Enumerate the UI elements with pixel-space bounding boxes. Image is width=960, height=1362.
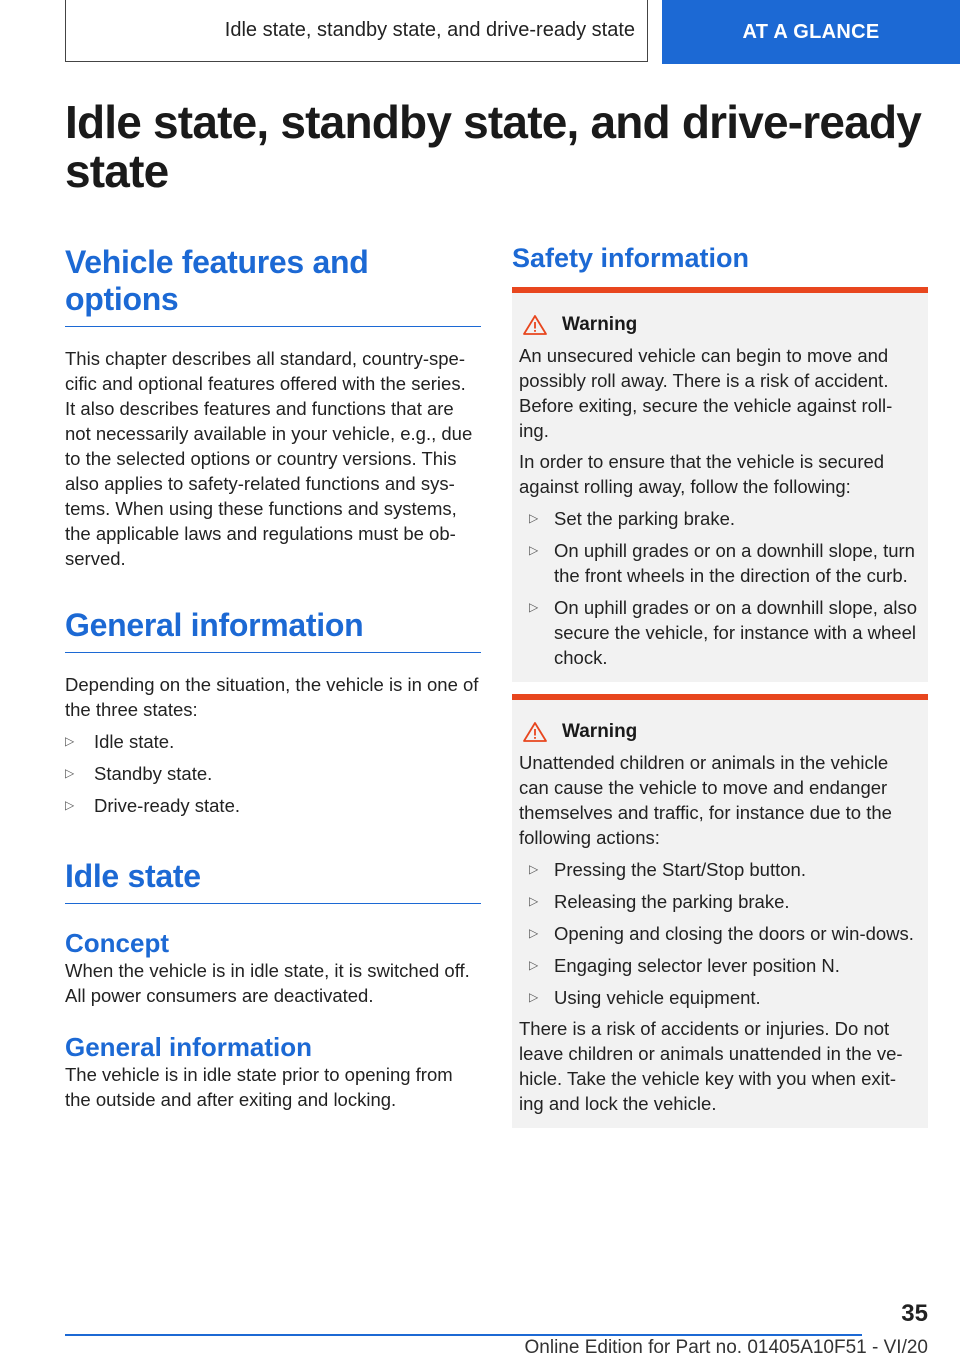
list-item: ▷ Engaging selector lever position N. [529, 955, 840, 976]
list-item: ▷ Drive-ready state. [65, 795, 240, 816]
header-section-tab [65, 0, 648, 62]
warning-label: Warning [562, 721, 638, 742]
warning-body: In order to ensure that the vehicle is secured against rolling away, follow the following: [519, 451, 885, 497]
header-chapter-label: AT A GLANCE [742, 20, 880, 43]
triangle-bullet-icon: ▷ [529, 511, 539, 525]
triangle-bullet-icon: ▷ [65, 766, 75, 780]
footer-divider [65, 1334, 862, 1336]
vehicle-features-body: This chapter describes all standard, country-spe-cific and optional features offered with the series. It also describes features and functions that are not necessarily available in your vehicle, e.g., due to the selected options or country versions. This also applies to safety-related functions and sys-tems. When using these functions and systems, the applicable laws and regulations must be ob-served. [65, 348, 473, 569]
warning-body: Unattended children or animals in the vehicle can cause the vehicle to move and endanger themselves and traffic, for instance due to the following actions: [519, 752, 892, 848]
warning-header [519, 313, 918, 337]
warning-triangle-icon [522, 721, 548, 743]
left-column [65, 244, 481, 1112]
list-item: ▷ Opening and closing the doors or win-dows. [529, 923, 914, 944]
triangle-bullet-icon: ▷ [529, 958, 539, 972]
safety-information-heading: Safety information [512, 243, 750, 273]
warning-triangle-icon [522, 314, 548, 336]
list-item: ▷ Using vehicle equipment. [529, 987, 761, 1008]
warning-label: Warning [562, 314, 638, 335]
triangle-bullet-icon: ▷ [529, 894, 539, 908]
triangle-bullet-icon: ▷ [65, 734, 75, 748]
triangle-bullet-icon: ▷ [529, 600, 539, 614]
list-item: ▷ On uphill grades or on a downhill slope, also secure the vehicle, for instance with a wheel chock. [529, 597, 918, 668]
states-list [65, 729, 481, 818]
list-item: ▷ On uphill grades or on a downhill slope, turn the front wheels in the direction of the curb. [529, 540, 915, 586]
header-chapter-badge [662, 0, 960, 64]
warning-body: There is a risk of accidents or injuries. Do not leave children or animals unattended in the ve-hicle. Take the vehicle key with you when exit-ing and lock the vehicle. [519, 1018, 903, 1114]
page-number: 35 [901, 1300, 928, 1327]
concept-heading: Concept [65, 928, 169, 958]
list-item: ▷ Set the parking brake. [529, 508, 735, 529]
footer-edition: Online Edition for Part no. 01405A10F51 - VI/20 [524, 1337, 928, 1358]
triangle-bullet-icon: ▷ [65, 798, 75, 812]
warning-list [519, 857, 918, 1010]
header-section-title: Idle state, standby state, and drive-ready state [224, 19, 635, 41]
triangle-bullet-icon: ▷ [529, 990, 539, 1004]
triangle-bullet-icon: ▷ [529, 862, 539, 876]
idle-general-heading: General information [65, 1032, 313, 1062]
idle-state-heading: Idle state [65, 858, 481, 904]
page-title: Idle state, standby state, and drive-ready state [65, 96, 922, 197]
list-item: ▷ Idle state. [65, 731, 175, 752]
idle-general-body: The vehicle is in idle state prior to opening from the outside and after exiting and locking. [65, 1064, 453, 1110]
list-item: ▷ Standby state. [65, 763, 213, 784]
list-item: ▷ Releasing the parking brake. [529, 891, 790, 912]
warning-box [512, 287, 928, 682]
warning-box [512, 694, 928, 1128]
list-item: ▷ Pressing the Start/Stop button. [529, 859, 806, 880]
warning-list [519, 506, 918, 670]
general-information-heading: General information [65, 607, 481, 653]
right-column [512, 240, 928, 1128]
vehicle-features-heading: Vehicle features and options [65, 244, 481, 327]
triangle-bullet-icon: ▷ [529, 543, 539, 557]
general-information-intro: Depending on the situation, the vehicle is in one of the three states: [65, 674, 479, 720]
warning-header [519, 720, 918, 744]
triangle-bullet-icon: ▷ [529, 926, 539, 940]
concept-body: When the vehicle is in idle state, it is switched off. All power consumers are deactivated. [65, 960, 470, 1006]
warning-body: An unsecured vehicle can begin to move and possibly roll away. There is a risk of accident. Before exiting, secure the vehicle against roll-ing. [519, 345, 893, 441]
